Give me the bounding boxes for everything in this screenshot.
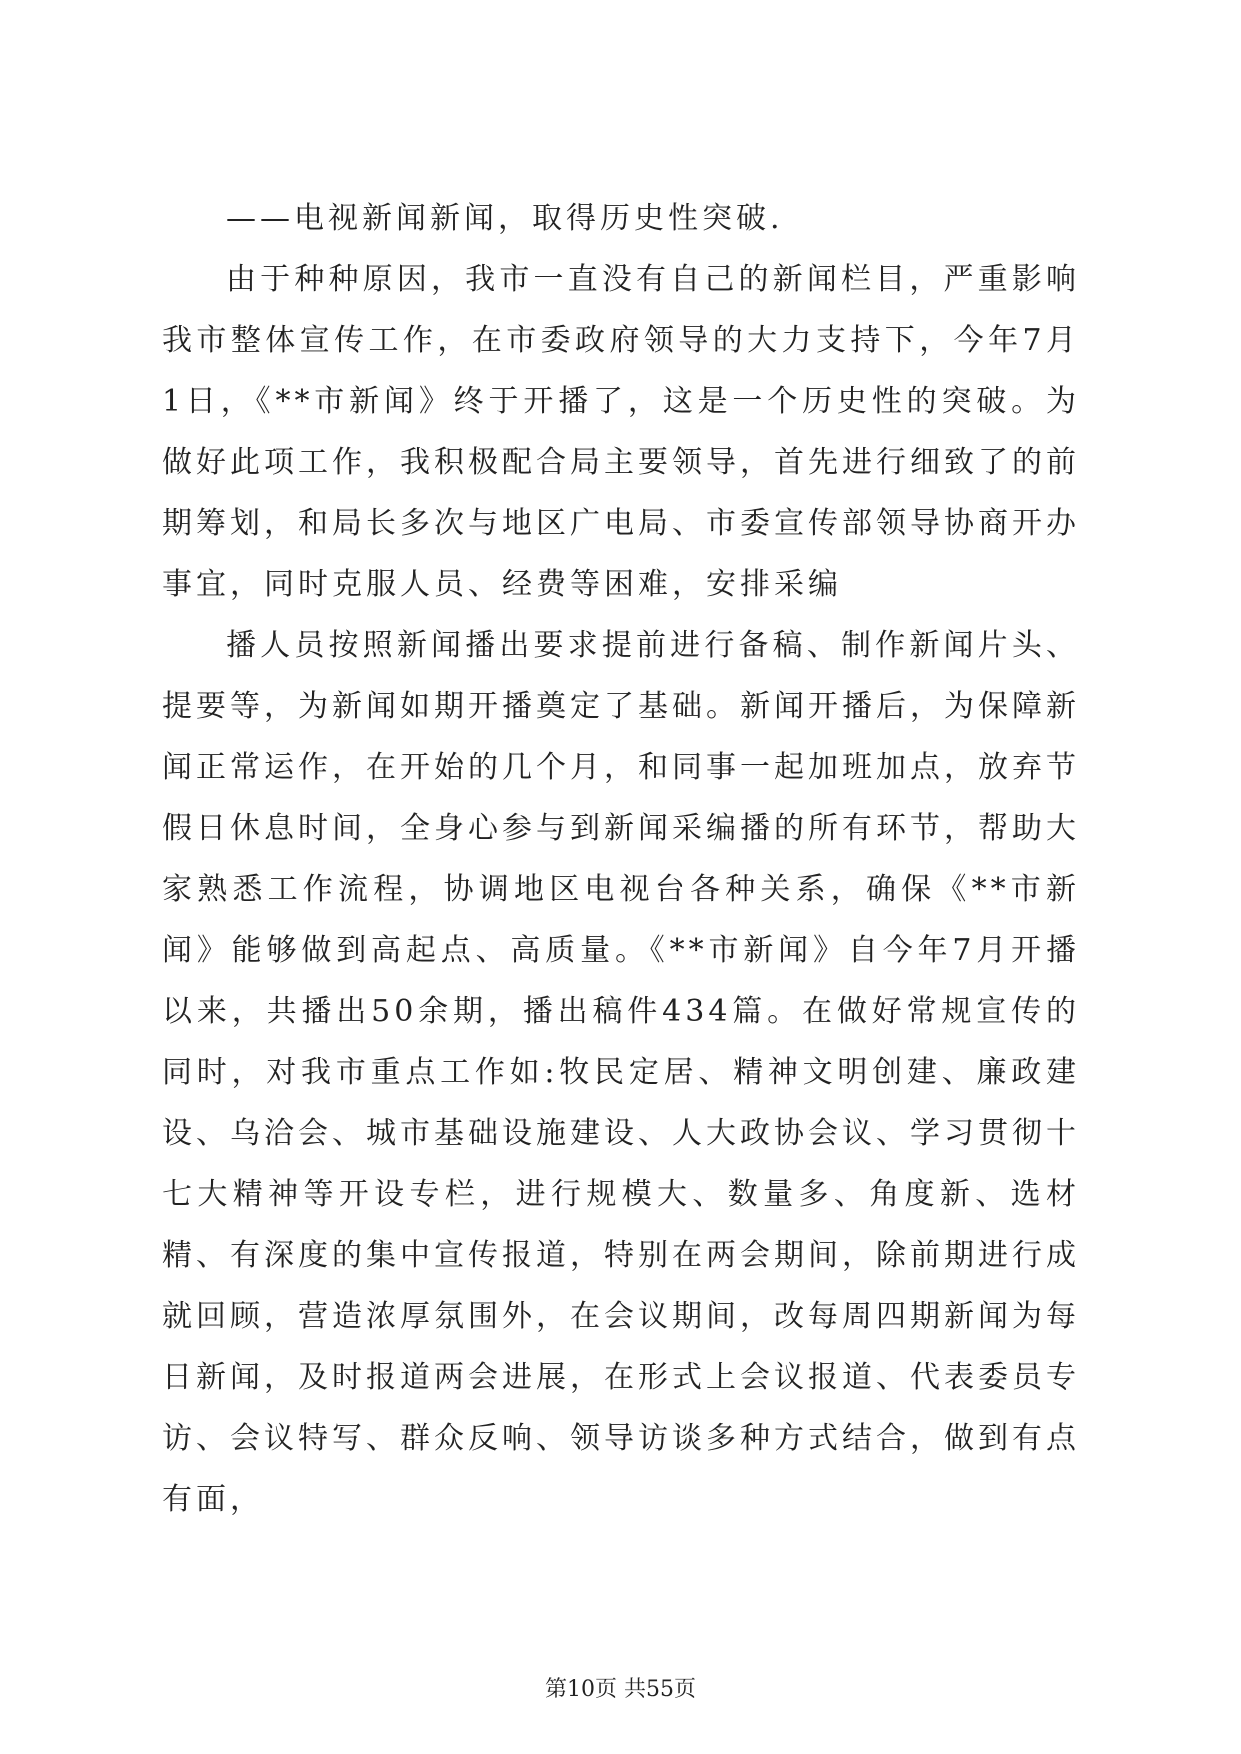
page-footer: 第10页 共55页 <box>545 1677 696 1702</box>
document-body <box>162 188 1080 1530</box>
paragraph-heading: ——电视新闻新闻，取得历史性突破. <box>226 201 784 236</box>
paragraph: 由于种种原因，我市一直没有自己的新闻栏目，严重影响我市整体宣传工作，在市委政府领导的大力支持下，今年7月1日，《**市新闻》终于开播了，这是一个历史性的突破。为做好此项工作，我积极配合局主要领导，首先进行细致了的前期筹划，和局长多次与地区广电局、市委宣传部领导协商开办事宜，同时克服人员、经费等困难，安排采编 <box>162 262 1080 602</box>
paragraph: 播人员按照新闻播出要求提前进行备稿、制作新闻片头、提要等，为新闻如期开播奠定了基础。新闻开播后，为保障新闻正常运作，在开始的几个月，和同事一起加班加点，放弃节假日休息时间，全身心参与到新闻采编播的所有环节，帮助大家熟悉工作流程，协调地区电视台各种关系，确保《**市新闻》能够做到高起点、高质量。《**市新闻》自今年7月开播以来，共播出50余期，播出稿件434篇。在做好常规宣传的同时，对我市重点工作如:牧民定居、精神文明创建、廉政建设、乌洽会、城市基础设施建设、人大政协会议、学习贯彻十七大精神等开设专栏，进行规模大、数量多、角度新、选材精、有深度的集中宣传报道，特别在两会期间，除前期进行成就回顾，营造浓厚氛围外，在会议期间，改每周四期新闻为每日新闻，及时报道两会进展，在形式上会议报道、代表委员专访、会议特写、群众反响、领导访谈多种方式结合，做到有点有面， <box>162 628 1080 1517</box>
